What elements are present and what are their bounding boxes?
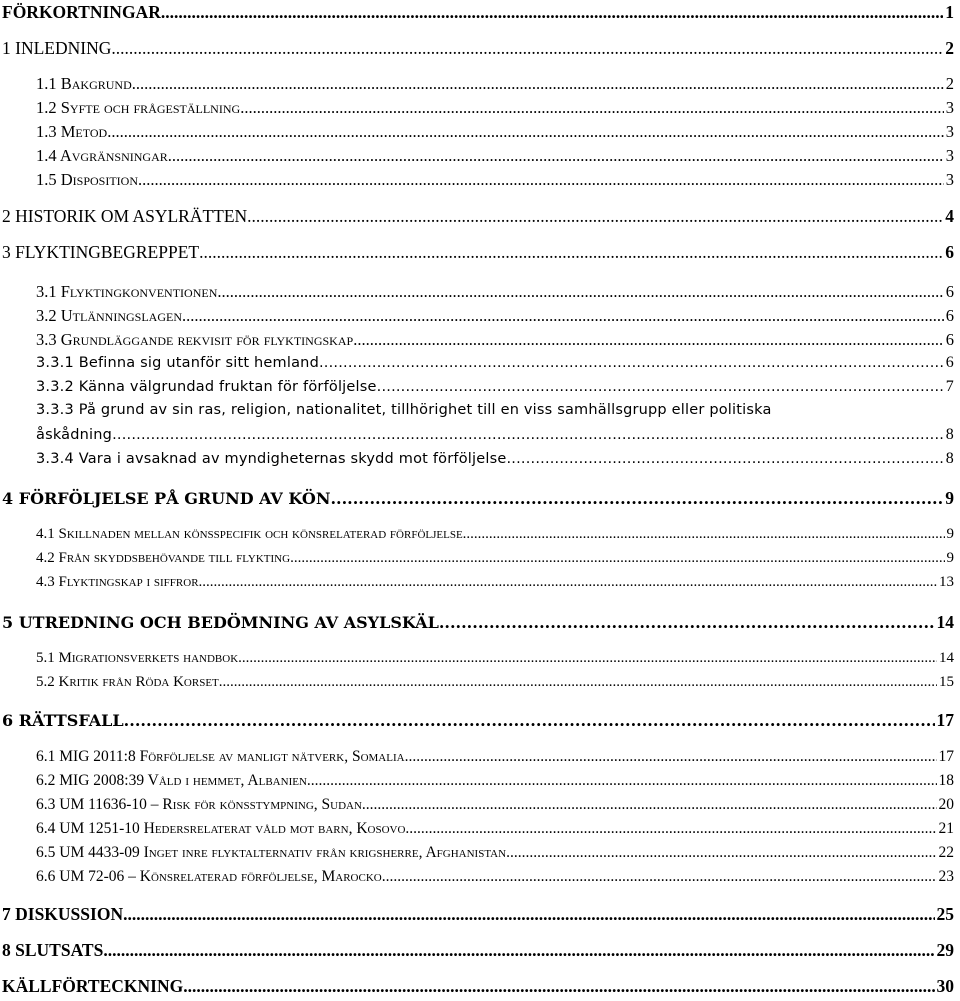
toc-entry-5[interactable]: 5 UTREDNING OCH BEDÖMNING AV ASYLSKÄL ..... 14 bbox=[0, 612, 960, 636]
toc-entry-6[interactable]: 6 RÄTTSFALL ..... 17 bbox=[0, 710, 960, 734]
toc-entry-6-3[interactable]: 6.3 UM 11636-10 – Risk för könsstympning, Sudan ..... 20 bbox=[36, 796, 960, 820]
toc-entry-3[interactable]: 3 FLYKTINGBEGREPPET ..... 6 bbox=[0, 242, 960, 266]
toc-entry-1-1[interactable]: 1.1 Bakgrund ..... 2 bbox=[36, 74, 960, 98]
toc-entry-kallforteckning[interactable]: KÄLLFÖRTECKNING ..... 30 bbox=[0, 976, 960, 1000]
toc-entry-3-3-3[interactable]: åskådning ..... 8 bbox=[36, 426, 960, 450]
toc-entry-3-1[interactable]: 3.1 Flyktingkonventionen ..... 6 bbox=[36, 282, 960, 306]
toc-entry-4-3[interactable]: 4.3 Flyktingskap i siffror ..... 13 bbox=[36, 574, 960, 598]
toc-entry-6-5[interactable]: 6.5 UM 4433-09 Inget inre flyktalternativ från krigsherre, Afghanistan ..... 22 bbox=[36, 844, 960, 868]
toc-entry-3-3-1[interactable]: 3.3.1 Befinna sig utanför sitt hemland ..... 6 bbox=[36, 354, 960, 378]
toc-entry-1-4[interactable]: 1.4 Avgränsningar ..... 3 bbox=[36, 146, 960, 170]
toc-entry-8[interactable]: 8 SLUTSATS ..... 29 bbox=[0, 940, 960, 964]
toc-entry-5-1[interactable]: 5.1 Migrationsverkets handbok ..... 14 bbox=[36, 650, 960, 674]
toc-entry-3-3-4[interactable]: 3.3.4 Vara i avsaknad av myndigheternas skydd mot förföljelse ..... 8 bbox=[36, 450, 960, 474]
toc-entry-4[interactable]: 4 FÖRFÖLJELSE PÅ GRUND AV KÖN ..... 9 bbox=[0, 488, 960, 512]
toc-entry-7[interactable]: 7 DISKUSSION ..... 25 bbox=[0, 904, 960, 928]
toc-entry-3-2[interactable]: 3.2 Utlänningslagen ..... 6 bbox=[36, 306, 960, 330]
toc-entry-6-4[interactable]: 6.4 UM 1251-10 Hedersrelaterat våld mot barn, Kosovo ..... 21 bbox=[36, 820, 960, 844]
toc-entry-4-2[interactable]: 4.2 Från skyddsbehövande till flykting ..... 9 bbox=[36, 550, 960, 574]
toc-entry-6-2[interactable]: 6.2 MIG 2008:39 Våld i hemmet, Albanien ..... 18 bbox=[36, 772, 960, 796]
toc-entry-4-1[interactable]: 4.1 Skillnaden mellan könsspecifik och könsrelaterad förföljelse ..... 9 bbox=[36, 526, 960, 550]
toc-entry-1-5[interactable]: 1.5 Disposition ..... 3 bbox=[36, 170, 960, 194]
toc-entry-3-3[interactable]: 3.3 Grundläggande rekvisit för flyktingskap ..... 6 bbox=[36, 330, 960, 354]
toc-entry-1[interactable]: 1 INLEDNING ..... 2 bbox=[0, 38, 960, 62]
toc-entry-3-3-3-line1[interactable]: 3.3.3 På grund av sin ras, religion, nationalitet, tillhörighet till en viss samhällsgrupp eller politiska bbox=[36, 402, 772, 418]
toc-entry-6-6[interactable]: 6.6 UM 72-06 – Könsrelaterad förföljelse, Marocko ..... 23 bbox=[36, 868, 960, 892]
toc-entry-6-1[interactable]: 6.1 MIG 2011:8 Förföljelse av manligt nätverk, Somalia ..... 17 bbox=[36, 748, 960, 772]
toc-entry-forkortningar[interactable]: FÖRKORTNINGAR ..... 1 bbox=[0, 2, 960, 26]
toc-entry-3-3-2[interactable]: 3.3.2 Känna välgrundad fruktan för förföljelse ..... 7 bbox=[36, 378, 960, 402]
toc-entry-2[interactable]: 2 HISTORIK OM ASYLRÄTTEN ..... 4 bbox=[0, 206, 960, 230]
toc-entry-5-2[interactable]: 5.2 Kritik från Röda Korset ..... 15 bbox=[36, 674, 960, 698]
toc-entry-1-3[interactable]: 1.3 Metod ..... 3 bbox=[36, 122, 960, 146]
toc-entry-1-2[interactable]: 1.2 Syfte och frågeställning ..... 3 bbox=[36, 98, 960, 122]
